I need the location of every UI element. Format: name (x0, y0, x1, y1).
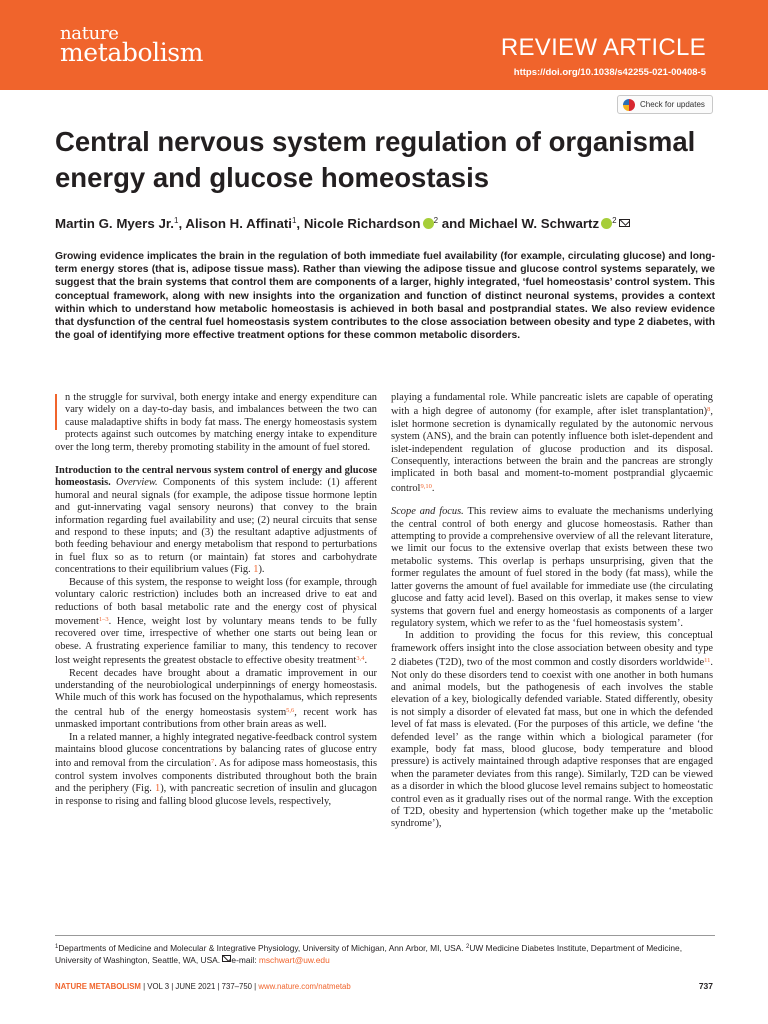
citation-link[interactable]: 8 (707, 406, 711, 414)
logo-line-metabolism: metabolism (60, 38, 204, 67)
footer-info: | VOL 3 | JUNE 2021 | 737–750 | (140, 982, 259, 991)
affiliation-marker: 1 (173, 216, 179, 225)
logo-line-nature: nature (60, 23, 119, 44)
envelope-icon[interactable] (619, 219, 630, 227)
paragraph-text: Recent decades have brought about a dramatic improvement in our understanding of the neurobiological underpinnings of energy homeostasis. While much of this work has focused on the hypothalamus, which represents the central hub of the energy homeostasis system (55, 667, 377, 718)
journal-logo[interactable] (60, 25, 203, 65)
paragraph-text: ). (258, 564, 265, 576)
paragraph-text: , islet hormone secretion is dynamically regulated by the autonomic nervous system (ANS), and the brain can potently influence both islet-dependent and islet-independent regulation of glucose production and its disposal. Consequently, interactions between the brain and the pancreas are strongly implicated in both basal and moment-to-moment postprandial glycaemic control (391, 406, 713, 494)
paragraph (55, 668, 377, 732)
abstract: Growing evidence implicates the brain in the regulation of both immediate fuel availability (for example, circulating glucose) and long-term energy stores (that is, adipose tissue mass). Rather than viewing the adipose tissue and glucose control systems separately, we suggest that the brain systems that control them are components of a larger, highly integrated, ‘fuel homeostasis’ control system. This conceptual framework, along with new insights into the organization and function of distinct neuronal systems, provides a context within which to understand how metabolic homeostasis is achieved in both basal and postprandial states. We also review evidence that dysfunction of the central fuel homeostasis system contributes to the close association between obesity and type 2 diabetes, with the goal of identifying more effective treatment options for these common metabolic disorders. (55, 251, 715, 342)
footnote-divider (55, 935, 715, 936)
footer-url[interactable]: www.nature.com/natmetab (258, 982, 351, 991)
drop-cap-bar (55, 394, 59, 430)
paragraph (391, 392, 713, 495)
paragraph-text: , recent work has unmasked important contributions from other brain areas as well. (55, 706, 377, 731)
citation-link[interactable]: 9,10 (420, 482, 432, 490)
doi-link[interactable]: https://doi.org/10.1038/s42255-021-00408-5 (513, 67, 706, 78)
orcid-icon[interactable] (601, 218, 612, 229)
affiliation-marker: 2 (433, 216, 439, 225)
citation-link[interactable]: 7 (210, 758, 215, 766)
paragraph (55, 392, 377, 454)
check-updates-label: Check for updates (640, 100, 705, 109)
author-separator: , (178, 216, 186, 231)
affiliation-marker: 1 (55, 944, 59, 950)
author-list (55, 216, 715, 231)
orcid-icon[interactable] (423, 218, 434, 229)
paragraph (55, 577, 377, 668)
affiliation-marker: 2 (465, 944, 470, 950)
affiliation-text: Departments of Medicine and Molecular & Integrative Physiology, University of Michigan, Ann Arbor, MI, USA. (58, 943, 466, 953)
paragraph-text: . (431, 482, 435, 494)
author-name[interactable]: Martin G. Myers Jr. (55, 216, 174, 231)
paragraph-text: This review aims to evaluate the mechanisms underlying the central control of both energy and glucose homeostasis. Rather than attempting to provide a comprehensive overview of all the relevant literature, we limit our focus to the extensive overlap that exists between these two metabolic systems. This overlap is perhaps unsurprising, given that the former regulates the amount of fuel stored in the body (fat mass), while the latter governs the amount of fuel available for immediate use (the circulating glucose and fatty acid level). Based on this overlap, it makes sense to view systems that govern fuel and energy homeostasis as components of a larger regulatory system, which we refer to as the ‘fuel homeostasis system’. (391, 506, 713, 629)
article-type: REVIEW ARTICLE (500, 34, 706, 61)
crossmark-icon (623, 99, 635, 111)
page-number: 737 (698, 981, 713, 991)
figure-link[interactable]: 1 (155, 783, 161, 795)
affiliation-marker: 1 (291, 216, 297, 225)
page-footer (55, 982, 351, 991)
affiliation-marker: 2 (612, 216, 617, 225)
body-column-right (391, 392, 713, 831)
paragraph-text: Because of this system, the response to weight loss (for example, through voluntary caloric restriction) includes both an increased drive to eat and reductions of both basal metabolic rate and the energy cost of physical movement (55, 576, 377, 627)
article-title: Central nervous system regulation of organismal energy and glucose homeostasis (55, 126, 696, 193)
journal-header (0, 0, 768, 90)
paragraph-text: . Hence, weight lost by voluntary means tends to be fully recovered over time, irrespective of whether one starts out being lean or obese. A frustrating experience familiar to many, this tendency to recover lost weight represents the greatest obstacle to effective obesity treatment (55, 615, 377, 667)
paragraph (391, 506, 713, 630)
author-name[interactable]: Michael W. Schwartz (469, 216, 600, 231)
paragraph (55, 465, 377, 577)
email-label: e-mail: (231, 955, 259, 965)
figure-link[interactable]: 1 (253, 564, 259, 576)
citation-link[interactable]: 1–3 (98, 615, 109, 623)
paragraph (55, 732, 377, 808)
footer-journal: NATURE METABOLISM (55, 982, 141, 991)
paragraph-text: . (364, 655, 368, 667)
email-link[interactable]: mschwart@uw.edu (258, 955, 330, 965)
paragraph-text: Components of this system include: (1) afferent humoral and neural signals (for example, the adipose tissue hormone leptin and gut-innervating vagal sensory neurons) that convey to the brain information regarding fuel availability and use; (2) neural circuits that sense and respond to these inputs; and (3) the resultant adaptive adjustments of both feeding behaviour and energy metabolism that respond to perturbations in fuel flux so as to return (or maintain) fat stores and carbohydrate concentrations to their equilibrium values (Fig. (55, 477, 377, 576)
paragraph (391, 630, 713, 831)
author-name[interactable]: Nicole Richardson (303, 216, 421, 231)
subsection-heading: Scope and focus. (391, 506, 464, 518)
paragraph-text: In a related manner, a highly integrated negative-feedback control system maintains blood glucose concentrations by balancing rates of glucose entry into and removal from the circulation (55, 731, 377, 770)
section-heading: Introduction to the central nervous system control of energy and glucose homeostasis. (55, 465, 377, 489)
paragraph-text: playing a fundamental role. While pancreatic islets are capable of operating with a high degree of autonomy (for example, after islet transplantation) (391, 392, 713, 418)
paragraph-text: ), with pancreatic secretion of insulin and glucagon in response to rising and falling blood glucose levels, respectively, (55, 783, 377, 807)
author-name[interactable]: Alison H. Affinati (185, 216, 292, 231)
envelope-icon (222, 955, 231, 962)
paragraph-text: . Not only do these disorders tend to coexist with one another in both humans and animal models, but the pathogenesis of each involves the stable elevation of a key, biologically defended variable. Stated differently, obesity is not simply a disorder of elevated fat mass, but one in which the defended level of fat mass is elevated. (For the purposes of this article, we define ‘the defended level’ as the range within which a biological parameter (for example, body fat mass, blood glucose, body temperature and blood pressure) is actively maintained through adaptive responses that are engaged when the parameter deviates from this range). Similarly, T2D can be viewed as a disorder in which the blood glucose level remains subject to homeostatic control even as it gradually rises out of the normal range. With the exception of T2D, obesity and hypertension (which together make up the ‘metabolic syndrome’), (391, 657, 713, 830)
paragraph-text: In addition to providing the focus for this review, this conceptual framework offers insight into the close association between obesity and type 2 diabetes (T2D), two of the most common and costly disorders worldwide (391, 630, 713, 669)
citation-link[interactable]: 3,4 (356, 655, 365, 663)
citation-link[interactable]: 5,6 (286, 706, 295, 714)
affiliation-text: UW Medicine Diabetes Institute, Department of Medicine, University of Washington, Seattle, WA, USA. (55, 943, 683, 965)
citation-link[interactable]: 11 (704, 657, 711, 665)
body-column-left (55, 392, 377, 808)
subsection-heading: Overview. (115, 477, 158, 489)
author-separator: , (296, 216, 304, 231)
paragraph-text: . As for adipose mass homeostasis, this control system involves components distributed throughout both the brain and the periphery (Fig. (55, 758, 377, 795)
author-separator: and (438, 216, 470, 231)
check-for-updates-button[interactable] (617, 95, 713, 114)
affiliations (55, 941, 715, 966)
paragraph-text: n the struggle for survival, both energy intake and energy expenditure can vary widely on a day-to-day basis, and imbalances between the two can cause maladaptive shifts in body fat mass. The energy homeostasis system protects against such outcomes by matching energy intake to expenditure over the long term, thereby promoting stability in the amount of fuel stored. (55, 392, 377, 453)
